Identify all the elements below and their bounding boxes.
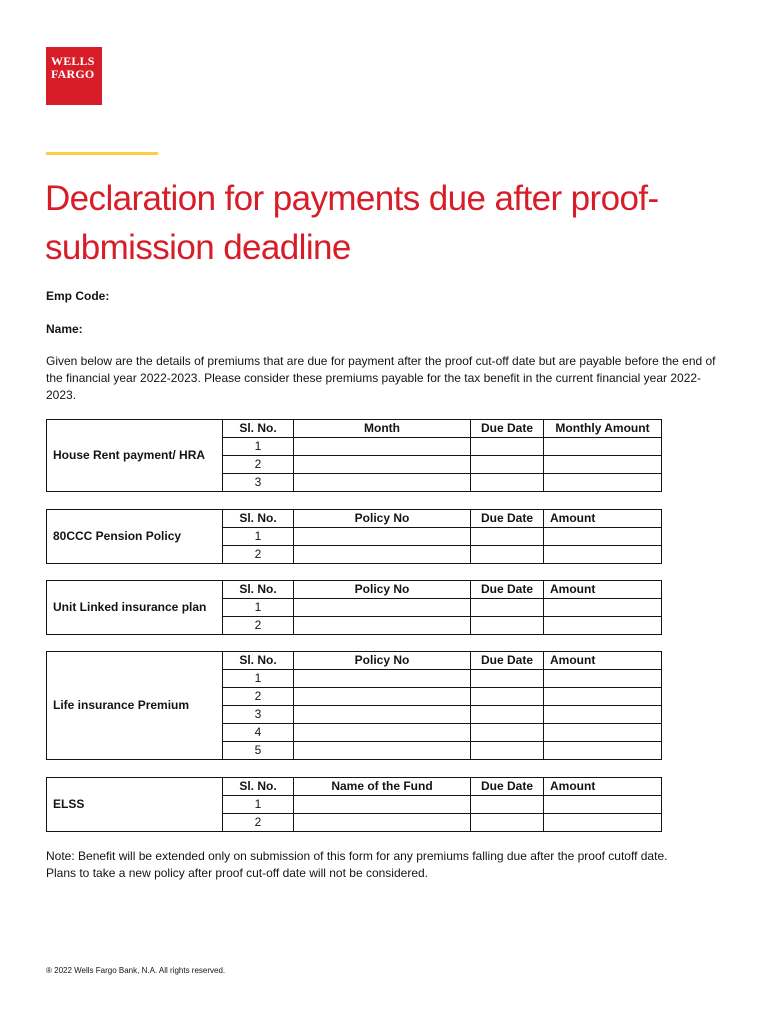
amount-cell[interactable] bbox=[544, 617, 662, 635]
due-date-cell[interactable] bbox=[471, 599, 544, 617]
column-header: Policy No bbox=[294, 652, 471, 670]
page-title: Declaration for payments due after proof-submission deadline bbox=[45, 179, 659, 267]
amount-cell[interactable] bbox=[544, 796, 662, 814]
serial-number: 2 bbox=[223, 814, 294, 832]
section-label: House Rent payment/ HRA bbox=[47, 420, 223, 492]
policy-no-cell[interactable] bbox=[294, 617, 471, 635]
amount-cell[interactable] bbox=[544, 724, 662, 742]
table-header-row bbox=[47, 652, 662, 670]
due-date-cell[interactable] bbox=[471, 474, 544, 492]
note-line-1: Note: Benefit will be extended only on submission of this form for any premiums falling due after the proof cutoff date. bbox=[46, 849, 668, 863]
due-date-cell[interactable] bbox=[471, 546, 544, 564]
month-cell[interactable] bbox=[294, 438, 471, 456]
column-header: Amount bbox=[544, 778, 662, 796]
column-header: Policy No bbox=[294, 581, 471, 599]
column-header: Amount bbox=[544, 581, 662, 599]
due-date-cell[interactable] bbox=[471, 796, 544, 814]
table-header-row bbox=[47, 510, 662, 528]
copyright-footer: ® 2022 Wells Fargo Bank, N.A. All rights reserved. bbox=[46, 966, 226, 975]
due-date-cell[interactable] bbox=[471, 456, 544, 474]
policy-no-cell[interactable] bbox=[294, 724, 471, 742]
serial-number: 1 bbox=[223, 670, 294, 688]
emp-code-label: Emp Code: bbox=[46, 289, 110, 303]
due-date-cell[interactable] bbox=[471, 724, 544, 742]
amount-cell[interactable] bbox=[544, 670, 662, 688]
column-header: Due Date bbox=[471, 652, 544, 670]
amount-cell[interactable] bbox=[544, 438, 662, 456]
pension-policy-table bbox=[46, 509, 662, 564]
serial-number: 5 bbox=[223, 742, 294, 760]
amount-cell[interactable] bbox=[544, 688, 662, 706]
note-line-2: Plans to take a new policy after proof cut-off date will not be considered. bbox=[46, 866, 428, 880]
amount-cell[interactable] bbox=[544, 814, 662, 832]
policy-no-cell[interactable] bbox=[294, 670, 471, 688]
table-header-row bbox=[47, 778, 662, 796]
policy-no-cell[interactable] bbox=[294, 599, 471, 617]
serial-number: 2 bbox=[223, 617, 294, 635]
serial-number: 2 bbox=[223, 456, 294, 474]
amount-cell[interactable] bbox=[544, 742, 662, 760]
amount-cell[interactable] bbox=[544, 599, 662, 617]
column-header: Amount bbox=[544, 510, 662, 528]
column-header: Sl. No. bbox=[223, 510, 294, 528]
amount-cell[interactable] bbox=[544, 706, 662, 724]
due-date-cell[interactable] bbox=[471, 742, 544, 760]
policy-no-cell[interactable] bbox=[294, 546, 471, 564]
amount-cell[interactable] bbox=[544, 474, 662, 492]
amount-cell[interactable] bbox=[544, 456, 662, 474]
table-header-row bbox=[47, 420, 662, 438]
policy-no-cell[interactable] bbox=[294, 688, 471, 706]
due-date-cell[interactable] bbox=[471, 528, 544, 546]
serial-number: 3 bbox=[223, 706, 294, 724]
section-label: ELSS bbox=[47, 778, 223, 832]
column-header: Sl. No. bbox=[223, 420, 294, 438]
column-header: Month bbox=[294, 420, 471, 438]
fund-name-cell[interactable] bbox=[294, 814, 471, 832]
hra-table bbox=[46, 419, 662, 492]
note-paragraph bbox=[46, 848, 726, 882]
fund-name-cell[interactable] bbox=[294, 796, 471, 814]
column-header: Policy No bbox=[294, 510, 471, 528]
section-label: 80CCC Pension Policy bbox=[47, 510, 223, 564]
amount-cell[interactable] bbox=[544, 528, 662, 546]
column-header: Due Date bbox=[471, 778, 544, 796]
month-cell[interactable] bbox=[294, 474, 471, 492]
policy-no-cell[interactable] bbox=[294, 706, 471, 724]
wells-fargo-logo bbox=[46, 47, 102, 105]
column-header: Amount bbox=[544, 652, 662, 670]
elss-table bbox=[46, 777, 662, 832]
section-label: Life insurance Premium bbox=[47, 652, 223, 760]
due-date-cell[interactable] bbox=[471, 670, 544, 688]
logo-line-1: WELLS bbox=[51, 54, 95, 68]
accent-bar bbox=[46, 152, 158, 155]
column-header: Due Date bbox=[471, 581, 544, 599]
name-label: Name: bbox=[46, 322, 83, 336]
intro-text: Given below are the details of premiums that are due for payment after the proof cut-off date but are payable before the end of the financial year 2022-2023. Please consider these premiums payable for the tax benefit in the current financial year 2022-2023. bbox=[46, 354, 716, 402]
life-insurance-table bbox=[46, 651, 662, 760]
serial-number: 1 bbox=[223, 599, 294, 617]
policy-no-cell[interactable] bbox=[294, 742, 471, 760]
logo-line-2: FARGO bbox=[51, 67, 95, 81]
month-cell[interactable] bbox=[294, 456, 471, 474]
section-label: Unit Linked insurance plan bbox=[47, 581, 223, 635]
policy-no-cell[interactable] bbox=[294, 528, 471, 546]
intro-paragraph bbox=[46, 353, 726, 404]
table-header-row bbox=[47, 581, 662, 599]
serial-number: 2 bbox=[223, 688, 294, 706]
serial-number: 1 bbox=[223, 438, 294, 456]
amount-cell[interactable] bbox=[544, 546, 662, 564]
serial-number: 1 bbox=[223, 796, 294, 814]
column-header: Due Date bbox=[471, 420, 544, 438]
column-header: Monthly Amount bbox=[544, 420, 662, 438]
serial-number: 1 bbox=[223, 528, 294, 546]
due-date-cell[interactable] bbox=[471, 438, 544, 456]
due-date-cell[interactable] bbox=[471, 814, 544, 832]
column-header: Sl. No. bbox=[223, 652, 294, 670]
column-header: Name of the Fund bbox=[294, 778, 471, 796]
serial-number: 3 bbox=[223, 474, 294, 492]
column-header: Sl. No. bbox=[223, 778, 294, 796]
column-header: Sl. No. bbox=[223, 581, 294, 599]
column-header: Due Date bbox=[471, 510, 544, 528]
ulip-table bbox=[46, 580, 662, 635]
serial-number: 2 bbox=[223, 546, 294, 564]
due-date-cell[interactable] bbox=[471, 617, 544, 635]
due-date-cell[interactable] bbox=[471, 706, 544, 724]
due-date-cell[interactable] bbox=[471, 688, 544, 706]
serial-number: 4 bbox=[223, 724, 294, 742]
